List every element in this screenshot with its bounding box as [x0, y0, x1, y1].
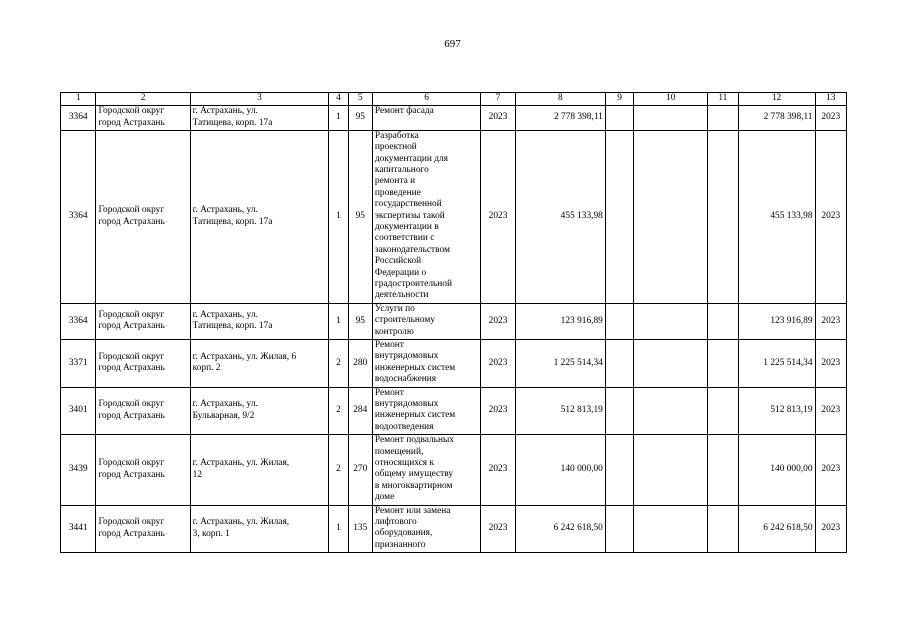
column-header-10: 10	[634, 93, 708, 106]
col4-cell: 1	[329, 106, 348, 131]
work-type-cell-line: контролю	[374, 326, 414, 337]
work-type-cell-line: в многоквартирном	[374, 480, 453, 491]
cost-cell: 512 813,19	[515, 387, 605, 435]
col5-cell: 270	[348, 435, 372, 505]
municipality-cell-line: город Астрахань	[98, 469, 165, 480]
row-id-cell: 3439	[61, 435, 96, 505]
address-cell-line: Татищева, корп. 17а	[192, 321, 273, 332]
col4-cell: 1	[329, 130, 348, 303]
municipality-cell-line: город Астрахань	[98, 117, 165, 128]
work-type-cell-line: Ремонт или замена	[374, 505, 451, 516]
address-cell-line: корп. 2	[192, 363, 221, 374]
work-type-cell-line: ремонта и	[374, 176, 416, 187]
col13-cell: 2023	[815, 130, 847, 303]
address-cell-line: 12	[192, 469, 202, 480]
col5-cell: 284	[348, 387, 372, 435]
column-header-5: 5	[348, 93, 372, 106]
col13-cell: 2023	[815, 387, 847, 435]
col11-cell	[708, 130, 738, 303]
col5-cell: 95	[348, 106, 372, 131]
municipality-cell	[96, 387, 190, 435]
col9-cell	[605, 106, 633, 131]
table-row	[61, 303, 847, 339]
work-type-cell-line: лифтового	[374, 516, 417, 527]
repair-program-table	[60, 92, 847, 553]
table-row	[61, 106, 847, 131]
cost-total-cell: 140 000,00	[738, 435, 815, 505]
cost-cell: 140 000,00	[515, 435, 605, 505]
work-type-cell-line: Разработка	[374, 130, 419, 141]
work-type-cell-line: внутридомовых	[374, 398, 439, 409]
work-type-cell-line: доме	[374, 492, 395, 503]
address-cell-line: г. Астрахань, ул.	[192, 309, 258, 320]
work-type-cell-line: соответствии с	[374, 233, 435, 244]
col10-cell	[634, 303, 708, 339]
work-type-cell-line: Ремонт подвальных	[374, 435, 454, 446]
work-type-cell-line: градостроительной	[374, 279, 452, 290]
work-type-cell-line: Ремонт	[374, 387, 404, 398]
address-cell-line: Татищева, корп. 17а	[192, 216, 273, 227]
work-type-cell-line: общему имуществу	[374, 469, 454, 480]
page-number: 697	[444, 38, 461, 50]
col10-cell	[634, 505, 708, 553]
municipality-cell-line: город Астрахань	[98, 410, 165, 421]
col10-cell	[634, 435, 708, 505]
work-type-cell-line: документации в	[374, 222, 439, 233]
work-type-cell-line: водоотведения	[374, 421, 434, 432]
column-header-2: 2	[96, 93, 190, 106]
column-header-7: 7	[481, 93, 515, 106]
col9-cell	[605, 303, 633, 339]
col5-cell: 95	[348, 303, 372, 339]
col9-cell	[605, 387, 633, 435]
year-cell: 2023	[481, 106, 515, 131]
address-cell	[190, 106, 329, 131]
row-id-cell: 3364	[61, 106, 96, 131]
work-type-cell-line: проведение	[374, 187, 421, 198]
cost-total-cell: 512 813,19	[738, 387, 815, 435]
cost-total-cell: 455 133,98	[738, 130, 815, 303]
address-cell-line: г. Астрахань, ул.	[192, 205, 258, 216]
work-type-cell-line: Услуги по	[374, 303, 415, 314]
col5-cell: 280	[348, 339, 372, 387]
address-cell-line: 3, корп. 1	[192, 528, 230, 539]
table-row	[61, 339, 847, 387]
address-cell	[190, 339, 329, 387]
cost-cell: 123 916,89	[515, 303, 605, 339]
work-type-cell-line: признанного	[374, 539, 426, 550]
municipality-cell-line: Городской округ	[98, 399, 165, 410]
address-cell-line: г. Астрахань, ул. Жилая, 6	[192, 351, 297, 362]
cost-cell: 455 133,98	[515, 130, 605, 303]
row-id-cell: 3401	[61, 387, 96, 435]
col10-cell	[634, 130, 708, 303]
work-type-cell-line: экспертизы такой	[374, 210, 445, 221]
col4-cell: 1	[329, 303, 348, 339]
address-cell	[190, 130, 329, 303]
work-type-cell	[372, 106, 480, 131]
work-type-cell	[372, 435, 480, 505]
col9-cell	[605, 435, 633, 505]
work-type-cell-line: инженерных систем	[374, 410, 456, 421]
municipality-cell	[96, 435, 190, 505]
column-number-row	[61, 93, 847, 106]
work-type-cell-line: Ремонт фасада	[374, 106, 434, 116]
work-type-cell-line: Российской	[374, 256, 422, 267]
table-row	[61, 505, 847, 553]
cost-cell: 1 225 514,34	[515, 339, 605, 387]
col4-cell: 2	[329, 435, 348, 505]
municipality-cell-line: Городской округ	[98, 205, 165, 216]
column-header-9: 9	[605, 93, 633, 106]
municipality-cell-line: город Астрахань	[98, 216, 165, 227]
col13-cell: 2023	[815, 106, 847, 131]
col5-cell: 95	[348, 130, 372, 303]
municipality-cell-line: город Астрахань	[98, 363, 165, 374]
work-type-cell-line: оборудования,	[374, 528, 433, 539]
col11-cell	[708, 339, 738, 387]
address-cell-line: г. Астрахань, ул.	[192, 399, 258, 410]
address-cell	[190, 303, 329, 339]
municipality-cell-line: Городской округ	[98, 458, 165, 469]
work-type-cell-line: внутридомовых	[374, 351, 439, 362]
work-type-cell	[372, 130, 480, 303]
work-type-cell-line: относящихся к	[374, 457, 435, 468]
work-type-cell-line: деятельности	[374, 290, 429, 301]
work-type-cell	[372, 505, 480, 553]
column-header-4: 4	[329, 93, 348, 106]
work-type-cell-line: документации для	[374, 153, 448, 164]
address-cell-line: г. Астрахань, ул. Жилая,	[192, 517, 290, 528]
year-cell: 2023	[481, 339, 515, 387]
col9-cell	[605, 339, 633, 387]
col13-cell: 2023	[815, 435, 847, 505]
year-cell: 2023	[481, 435, 515, 505]
cost-total-cell: 123 916,89	[738, 303, 815, 339]
work-type-cell	[372, 387, 480, 435]
work-type-cell-line: инженерных систем	[374, 362, 456, 373]
address-cell-line: г. Астрахань, ул.	[192, 106, 258, 117]
col13-cell: 2023	[815, 303, 847, 339]
cost-total-cell: 2 778 398,11	[738, 106, 815, 131]
work-type-cell	[372, 339, 480, 387]
address-cell	[190, 435, 329, 505]
col13-cell: 2023	[815, 505, 847, 553]
address-cell-line: Бульварная, 9/2	[192, 410, 255, 421]
year-cell: 2023	[481, 130, 515, 303]
cost-cell: 2 778 398,11	[515, 106, 605, 131]
work-type-cell-line: капитального	[374, 165, 429, 176]
municipality-cell	[96, 339, 190, 387]
municipality-cell-line: город Астрахань	[98, 321, 165, 332]
col4-cell: 2	[329, 387, 348, 435]
work-type-cell-line: Ремонт	[374, 339, 404, 350]
work-type-cell-line: проектной	[374, 142, 417, 153]
col11-cell	[708, 106, 738, 131]
work-type-cell	[372, 303, 480, 339]
cost-cell: 6 242 618,50	[515, 505, 605, 553]
work-type-cell-line: Федерации о	[374, 267, 427, 278]
row-id-cell: 3441	[61, 505, 96, 553]
municipality-cell	[96, 303, 190, 339]
col4-cell: 1	[329, 505, 348, 553]
address-cell-line: Татищева, корп. 17а	[192, 117, 273, 128]
municipality-cell-line: Городской округ	[98, 351, 165, 362]
col11-cell	[708, 303, 738, 339]
column-header-1: 1	[61, 93, 96, 106]
year-cell: 2023	[481, 387, 515, 435]
municipality-cell-line: Городской округ	[98, 517, 165, 528]
col5-cell: 135	[348, 505, 372, 553]
municipality-cell-line: Городской округ	[98, 106, 165, 117]
year-cell: 2023	[481, 505, 515, 553]
row-id-cell: 3371	[61, 339, 96, 387]
table-row	[61, 435, 847, 505]
address-cell-line: г. Астрахань, ул. Жилая,	[192, 458, 290, 469]
col9-cell	[605, 505, 633, 553]
table-body	[61, 106, 847, 553]
col10-cell	[634, 106, 708, 131]
column-header-13: 13	[815, 93, 847, 106]
col4-cell: 2	[329, 339, 348, 387]
address-cell	[190, 505, 329, 553]
work-type-cell-line: строительному	[374, 315, 436, 326]
work-type-cell-line: государственной	[374, 199, 442, 210]
column-header-3: 3	[190, 93, 329, 106]
table-row	[61, 387, 847, 435]
cost-total-cell: 1 225 514,34	[738, 339, 815, 387]
work-type-cell-line: водоснабжения	[374, 374, 437, 385]
row-id-cell: 3364	[61, 130, 96, 303]
row-id-cell: 3364	[61, 303, 96, 339]
year-cell: 2023	[481, 303, 515, 339]
column-header-8: 8	[515, 93, 605, 106]
municipality-cell-line: город Астрахань	[98, 528, 165, 539]
col11-cell	[708, 505, 738, 553]
column-header-6: 6	[372, 93, 480, 106]
address-cell	[190, 387, 329, 435]
municipality-cell	[96, 130, 190, 303]
column-header-11: 11	[708, 93, 738, 106]
municipality-cell-line: Городской округ	[98, 309, 165, 320]
table-row	[61, 130, 847, 303]
col10-cell	[634, 387, 708, 435]
column-header-12: 12	[738, 93, 815, 106]
col13-cell: 2023	[815, 339, 847, 387]
col11-cell	[708, 387, 738, 435]
col9-cell	[605, 130, 633, 303]
work-type-cell-line: законодательством	[374, 244, 450, 255]
work-type-cell-line: помещений,	[374, 446, 424, 457]
municipality-cell	[96, 505, 190, 553]
col11-cell	[708, 435, 738, 505]
col10-cell	[634, 339, 708, 387]
municipality-cell	[96, 106, 190, 131]
cost-total-cell: 6 242 618,50	[738, 505, 815, 553]
